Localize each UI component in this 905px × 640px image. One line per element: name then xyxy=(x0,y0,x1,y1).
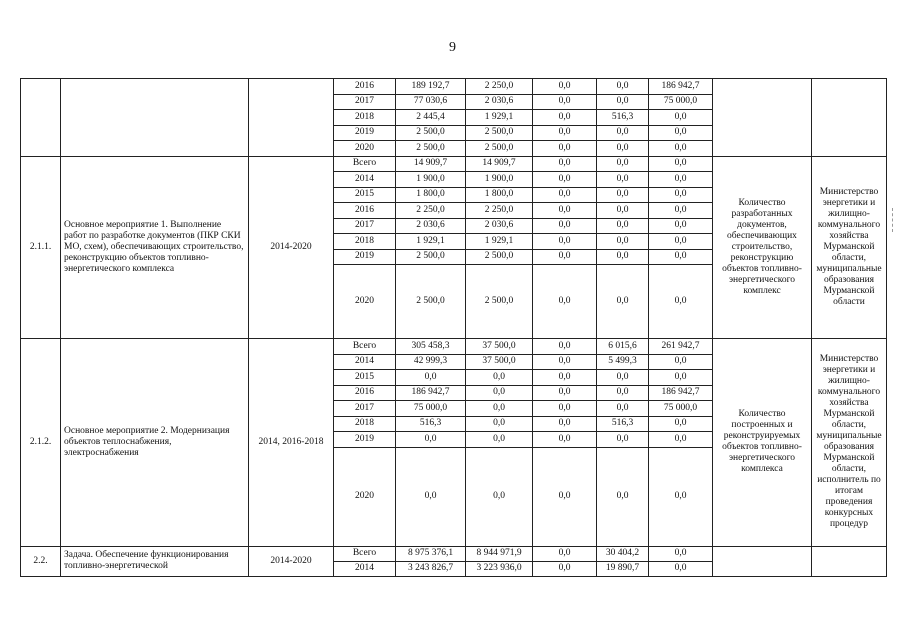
local-budget-cell: 0,0 xyxy=(597,370,649,386)
local-budget-cell: 0,0 xyxy=(597,141,649,157)
federal-budget-cell: 0,0 xyxy=(533,110,597,126)
regional-budget-cell: 2 030,6 xyxy=(466,218,533,234)
page-number: 9 xyxy=(449,40,456,55)
name-cell: Основное мероприятие 1. Выполнение работ по разработке документов (ПКР СКИ МО, схем), обеспечивающих строительство, реконструкцию объектов топливно-энергетического комплекса xyxy=(61,156,249,339)
federal-budget-cell: 0,0 xyxy=(533,265,597,339)
extra-budget-cell: 0,0 xyxy=(649,354,713,370)
table-row xyxy=(21,546,887,561)
year-cell: 2015 xyxy=(334,370,396,386)
extra-budget-cell: 75 000,0 xyxy=(649,401,713,417)
year-cell: Всего xyxy=(334,156,396,172)
name-cell: Основное мероприятие 2. Модернизация объектов теплоснабжения, электроснабжения xyxy=(61,339,249,547)
code-cell: 2.2. xyxy=(21,546,61,576)
extra-budget-cell: 186 942,7 xyxy=(649,79,713,95)
executor-cell: Министерство энергетики и жилищно-коммунального хозяйства Мурманской области, муниципальные образования Мурманской области, исполнитель по итогам проведения конкурсных процедур xyxy=(812,339,887,547)
extra-budget-cell: 0,0 xyxy=(649,416,713,432)
extra-budget-cell: 0,0 xyxy=(649,234,713,250)
local-budget-cell: 6 015,6 xyxy=(597,339,649,355)
period-cell: 2014, 2016-2018 xyxy=(249,339,334,547)
regional-budget-cell: 2 500,0 xyxy=(466,141,533,157)
regional-budget-cell: 2 500,0 xyxy=(466,125,533,141)
regional-budget-cell: 0,0 xyxy=(466,447,533,546)
total-cell: 2 500,0 xyxy=(396,125,466,141)
local-budget-cell: 516,3 xyxy=(597,416,649,432)
local-budget-cell: 0,0 xyxy=(597,125,649,141)
extra-budget-cell: 0,0 xyxy=(649,125,713,141)
period-cell: 2014-2020 xyxy=(249,546,334,576)
indicator-cell: Количество построенных и реконструируемых объектов топливно-энергетического комплекса xyxy=(713,339,812,547)
total-cell: 2 500,0 xyxy=(396,265,466,339)
total-cell: 75 000,0 xyxy=(396,401,466,417)
federal-budget-cell: 0,0 xyxy=(533,172,597,188)
executor-cell xyxy=(812,546,887,576)
regional-budget-cell: 8 944 971,9 xyxy=(466,546,533,561)
executor-cell: Министерство энергетики и жилищно-коммунального хозяйства Мурманской области, муниципальные образования Мурманской области xyxy=(812,156,887,339)
extra-budget-cell: 186 942,7 xyxy=(649,385,713,401)
extra-budget-cell: 0,0 xyxy=(649,432,713,448)
year-cell: 2019 xyxy=(334,249,396,265)
local-budget-cell: 0,0 xyxy=(597,249,649,265)
extra-budget-cell: 0,0 xyxy=(649,546,713,561)
regional-budget-cell: 2 030,6 xyxy=(466,94,533,110)
code-cell: 2.1.2. xyxy=(21,339,61,547)
table-row xyxy=(21,79,887,95)
extra-budget-cell: 0,0 xyxy=(649,156,713,172)
federal-budget-cell: 0,0 xyxy=(533,416,597,432)
extra-budget-cell: 0,0 xyxy=(649,172,713,188)
federal-budget-cell: 0,0 xyxy=(533,339,597,355)
regional-budget-cell: 0,0 xyxy=(466,416,533,432)
total-cell: 2 445,4 xyxy=(396,110,466,126)
year-cell: 2020 xyxy=(334,265,396,339)
period-cell: 2014-2020 xyxy=(249,156,334,339)
local-budget-cell: 0,0 xyxy=(597,203,649,219)
indicator-cell: Количество разработанных документов, обеспечивающих строительство, реконструкцию объектов топливно-энергетического комплекс xyxy=(713,156,812,339)
total-cell: 0,0 xyxy=(396,447,466,546)
federal-budget-cell: 0,0 xyxy=(533,546,597,561)
federal-budget-cell: 0,0 xyxy=(533,141,597,157)
total-cell: 2 250,0 xyxy=(396,203,466,219)
extra-budget-cell: 0,0 xyxy=(649,187,713,203)
federal-budget-cell: 0,0 xyxy=(533,432,597,448)
total-cell: 2 030,6 xyxy=(396,218,466,234)
federal-budget-cell: 0,0 xyxy=(533,561,597,576)
extra-budget-cell: 0,0 xyxy=(649,203,713,219)
local-budget-cell: 0,0 xyxy=(597,156,649,172)
year-cell: Всего xyxy=(334,339,396,355)
local-budget-cell: 5 499,3 xyxy=(597,354,649,370)
program-table xyxy=(20,78,887,577)
regional-budget-cell: 37 500,0 xyxy=(466,354,533,370)
year-cell: 2020 xyxy=(334,447,396,546)
total-cell: 14 909,7 xyxy=(396,156,466,172)
table-row xyxy=(21,339,887,355)
regional-budget-cell: 37 500,0 xyxy=(466,339,533,355)
year-cell: 2016 xyxy=(334,385,396,401)
federal-budget-cell: 0,0 xyxy=(533,156,597,172)
year-cell: 2014 xyxy=(334,561,396,576)
name-cell xyxy=(61,79,249,157)
table-row xyxy=(21,156,887,172)
extra-budget-cell: 0,0 xyxy=(649,249,713,265)
indicator-cell xyxy=(713,546,812,576)
local-budget-cell: 0,0 xyxy=(597,385,649,401)
federal-budget-cell: 0,0 xyxy=(533,79,597,95)
regional-budget-cell: 1 900,0 xyxy=(466,172,533,188)
federal-budget-cell: 0,0 xyxy=(533,125,597,141)
federal-budget-cell: 0,0 xyxy=(533,187,597,203)
total-cell: 0,0 xyxy=(396,432,466,448)
extra-budget-cell: 0,0 xyxy=(649,265,713,339)
local-budget-cell: 0,0 xyxy=(597,94,649,110)
regional-budget-cell: 0,0 xyxy=(466,432,533,448)
scan-mark xyxy=(892,208,894,232)
local-budget-cell: 30 404,2 xyxy=(597,546,649,561)
total-cell: 305 458,3 xyxy=(396,339,466,355)
local-budget-cell: 0,0 xyxy=(597,265,649,339)
federal-budget-cell: 0,0 xyxy=(533,234,597,250)
federal-budget-cell: 0,0 xyxy=(533,203,597,219)
local-budget-cell: 0,0 xyxy=(597,234,649,250)
extra-budget-cell: 0,0 xyxy=(649,370,713,386)
federal-budget-cell: 0,0 xyxy=(533,249,597,265)
local-budget-cell: 516,3 xyxy=(597,110,649,126)
local-budget-cell: 19 890,7 xyxy=(597,561,649,576)
year-cell: 2016 xyxy=(334,203,396,219)
local-budget-cell: 0,0 xyxy=(597,432,649,448)
extra-budget-cell: 0,0 xyxy=(649,447,713,546)
year-cell: 2015 xyxy=(334,187,396,203)
total-cell: 2 500,0 xyxy=(396,141,466,157)
extra-budget-cell: 0,0 xyxy=(649,561,713,576)
total-cell: 42 999,3 xyxy=(396,354,466,370)
year-cell: 2017 xyxy=(334,94,396,110)
year-cell: 2017 xyxy=(334,401,396,417)
year-cell: 2018 xyxy=(334,234,396,250)
extra-budget-cell: 75 000,0 xyxy=(649,94,713,110)
code-cell xyxy=(21,79,61,157)
year-cell: 2014 xyxy=(334,172,396,188)
local-budget-cell: 0,0 xyxy=(597,79,649,95)
total-cell: 8 975 376,1 xyxy=(396,546,466,561)
regional-budget-cell: 2 500,0 xyxy=(466,265,533,339)
name-cell: Задача. Обеспечение функционирования топливно-энергетической xyxy=(61,546,249,576)
regional-budget-cell: 2 250,0 xyxy=(466,203,533,219)
year-cell: 2019 xyxy=(334,125,396,141)
total-cell: 1 900,0 xyxy=(396,172,466,188)
year-cell: 2014 xyxy=(334,354,396,370)
regional-budget-cell: 0,0 xyxy=(466,385,533,401)
regional-budget-cell: 1 929,1 xyxy=(466,110,533,126)
total-cell: 516,3 xyxy=(396,416,466,432)
period-cell xyxy=(249,79,334,157)
executor-cell xyxy=(812,79,887,157)
federal-budget-cell: 0,0 xyxy=(533,94,597,110)
local-budget-cell: 0,0 xyxy=(597,172,649,188)
regional-budget-cell: 14 909,7 xyxy=(466,156,533,172)
extra-budget-cell: 0,0 xyxy=(649,141,713,157)
code-cell: 2.1.1. xyxy=(21,156,61,339)
regional-budget-cell: 0,0 xyxy=(466,401,533,417)
total-cell: 3 243 826,7 xyxy=(396,561,466,576)
federal-budget-cell: 0,0 xyxy=(533,401,597,417)
federal-budget-cell: 0,0 xyxy=(533,370,597,386)
year-cell: 2018 xyxy=(334,110,396,126)
total-cell: 189 192,7 xyxy=(396,79,466,95)
extra-budget-cell: 0,0 xyxy=(649,218,713,234)
federal-budget-cell: 0,0 xyxy=(533,354,597,370)
total-cell: 186 942,7 xyxy=(396,385,466,401)
indicator-cell xyxy=(713,79,812,157)
regional-budget-cell: 1 800,0 xyxy=(466,187,533,203)
year-cell: Всего xyxy=(334,546,396,561)
year-cell: 2019 xyxy=(334,432,396,448)
total-cell: 77 030,6 xyxy=(396,94,466,110)
federal-budget-cell: 0,0 xyxy=(533,218,597,234)
local-budget-cell: 0,0 xyxy=(597,401,649,417)
local-budget-cell: 0,0 xyxy=(597,187,649,203)
regional-budget-cell: 3 223 936,0 xyxy=(466,561,533,576)
year-cell: 2020 xyxy=(334,141,396,157)
regional-budget-cell: 1 929,1 xyxy=(466,234,533,250)
total-cell: 1 800,0 xyxy=(396,187,466,203)
regional-budget-cell: 0,0 xyxy=(466,370,533,386)
federal-budget-cell: 0,0 xyxy=(533,447,597,546)
extra-budget-cell: 0,0 xyxy=(649,110,713,126)
total-cell: 2 500,0 xyxy=(396,249,466,265)
year-cell: 2018 xyxy=(334,416,396,432)
federal-budget-cell: 0,0 xyxy=(533,385,597,401)
year-cell: 2017 xyxy=(334,218,396,234)
regional-budget-cell: 2 500,0 xyxy=(466,249,533,265)
local-budget-cell: 0,0 xyxy=(597,447,649,546)
total-cell: 0,0 xyxy=(396,370,466,386)
regional-budget-cell: 2 250,0 xyxy=(466,79,533,95)
extra-budget-cell: 261 942,7 xyxy=(649,339,713,355)
year-cell: 2016 xyxy=(334,79,396,95)
total-cell: 1 929,1 xyxy=(396,234,466,250)
local-budget-cell: 0,0 xyxy=(597,218,649,234)
